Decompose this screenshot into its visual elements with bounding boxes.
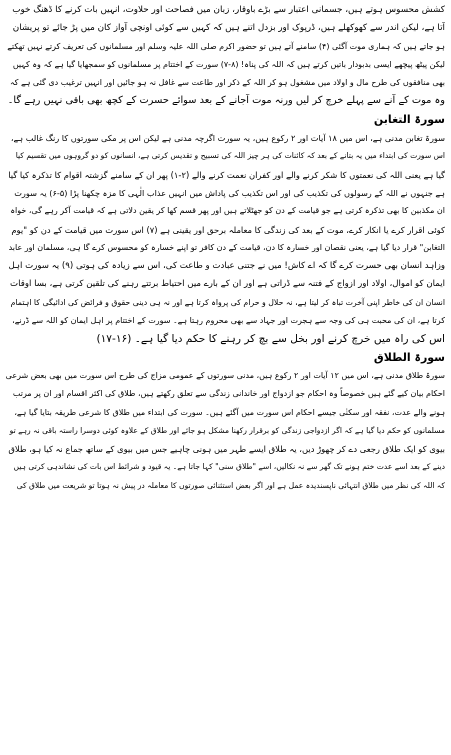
- text-line: مسلمانوں کو حکم دیا گیا ہے کہ اگر ازدواجی زندگی کو برقرار رکھنا مشکل ہو جائے اور طلاق کے علاوہ کوئی دوسرا راستہ باقی نہ رہے تو: [9, 425, 445, 435]
- text-line: انسان ان کی خاطر اپنی آخرت تباہ کر لیتا ہے، نہ حلال و حرام کی پرواہ کرتا ہے اور نہ ہی دینی حقوق و فرائض کی ادائیگی کا اہتمام: [10, 297, 445, 307]
- text-line: ان مکذبین کا بھی تذکرہ کرتی ہے جو قیامت کے دن کو جھٹلاتے ہیں اور پھر قسم کھا کر یقین دلاتی ہے کہ قیامت آکر رہے گی، خواہ: [10, 206, 445, 216]
- section-heading-taghabun: سورۃ التغابن: [373, 112, 445, 126]
- text-line: ہو جاتے ہیں کہ ہماری موت آگئی (۴) سامنے آتے ہیں تو حضور اکرم صلی اللہ علیہ وسلم اور مسلمانوں کی تعریف کرتے نہیں تھکتے: [7, 41, 445, 51]
- text-line: وہ موت کے آنے سے پہلے خرچ کر لیں ورنہ موت آجانے کے بعد سوائے حسرت کے کچھ بھی باقی نہیں رہے گا۔: [7, 95, 445, 107]
- paragraph-3: [6, 367, 445, 495]
- text-line: اس کی راہ میں خرچ کرنے اور بخل سے بچ کر رہنے کا حکم دیا گیا ہے۔ (۱۶-۱۷): [96, 333, 445, 346]
- text-line: وزاہد انسان بھی حسرت کرے گا کہ اے کاش! میں نے جتنی عبادت و طاعت کی، اس سے زیادہ کی ہوتی (۹) یہ سورت اہل: [8, 261, 445, 272]
- text-line: گیا ہے یعنی اللہ کی نعمتوں کا شکر کرنے والے اور کفران نعمت کرنے والے (۲-۱) پھر ان کے سامنے گزشتہ اقوام کا تذکرہ کیا گیا: [8, 169, 445, 180]
- text-line: سورۃ طلاق مدنی ہے، اس میں ۱۲ آیات اور ۲ رکوع ہیں، مدنی سورتوں کے عمومی مزاج کی طرح اس سورت میں بھی بعض شرعی: [6, 370, 445, 380]
- text-line: التغابن" قرار دیا گیا ہے، یعنی نقصان اور خسارہ کا دن، قیامت کے دن کافر تو اپنے خسارہ کو محسوس کرے گا ہی، مسلمان اور عابد: [8, 242, 445, 252]
- text-line: بیوی کو ایک طلاق رجعی دے کر چھوڑ دیں، یہ طلاق ایسے طہر میں ہونی چاہیے جس میں بیوی کے ساتھ جماع نہ کیا ہو، طلاق: [8, 444, 445, 455]
- document-page: [6, 1, 445, 495]
- text-line: لیکن پیٹھ پیچھے ایسی بدبودار باتیں کرتے ہیں کہ اللہ کی پناہ! (۸-۷) سورت کے اختتام پر مسلمانوں کو سمجھایا گیا ہے کہ وہ کہیں: [12, 59, 445, 69]
- text-line: سورۃ تغابن مدنی ہے، اس میں ۱۸ آیات اور ۲ رکوع ہیں، یہ سورت اگرچہ مدنی ہے لیکن اس پر مکی سورتوں کا رنگ غالب ہے،: [10, 133, 445, 144]
- text-line: کرتا ہے، ان کی محبت ہی کی وجہ سے ہجرت اور جہاد سے بھی محروم رہتا ہے۔ سورت کے اختتام پر اہل ایمان کو اللہ سے ڈرنے،: [12, 316, 445, 326]
- paragraph-2: [6, 129, 445, 349]
- text-line: احکام بیان کیے گئے ہیں خصوصاً وہ احکام جو ازدواج اور خاندانی زندگی سے تعلق رکھتے ہیں، طلاق کی اکثر اقسام اور ان پر مرتب: [12, 389, 445, 399]
- text-line: اس سورت کی ابتداء میں یہ بتانے کے بعد کہ کائنات کی ہر چیز اللہ کی تسبیح و تقدیس کرتی ہے، انسانوں کو دو گروہوں میں تقسیم کیا: [15, 151, 445, 161]
- text-line: بھی منافقوں کی طرح مال و اولاد میں مشغول ہو کر اللہ کے ذکر اور طاعت سے غافل نہ ہو جائیں اور انہیں ترغیب دی گئی ہے کہ: [9, 78, 445, 88]
- text-line: کہ اللہ کی نظر میں طلاق انتہائی ناپسندیدہ عمل ہے اور اگر بعض استثنائی صورتوں کا معاملہ در پیش نہ ہوتا تو شریعت میں طلاق کی: [16, 480, 445, 490]
- text-line: ہونے والے عدت، نفقہ اور سکنٰی جیسے احکام اس سورت میں آگئے ہیں۔ سورت کی ابتداء میں طلاق کا شرعی طریقہ بتایا گیا ہے،: [14, 407, 445, 417]
- text-line: آتا ہے، لیکن اندر سے کھوکھلے ہیں، ڈرپوک اور بزدل اتنے ہیں کہ کہیں سے کوئی اونچی آواز کان میں پڑ جائے تو پریشان: [12, 23, 445, 34]
- text-line: دینے کے بعد اسے عدت ختم ہونے تک گھر سے نہ نکالیں، اسے "طلاق سنی" کہا جاتا ہے۔ یہ قیود و شرائط اس بات کی نشاندہی کرتی ہیں: [13, 462, 445, 472]
- text-line: کشش محسوس ہوتے ہیں، جسمانی اعتبار سے بڑے باوقار، زبان میں فصاحت اور حلاوت، انہیں بات کرنے کا ڈھنگ خوب: [12, 5, 445, 15]
- text-line: کوئی اقرار کرے یا انکار کرے، موت کے بعد کی زندگی کا معاملہ برحق اور یقینی ہے (۷) اس سورت میں قیامت کے دن کو "یوم: [11, 224, 445, 235]
- section-heading-talaq: سورۃ الطلاق: [373, 350, 445, 364]
- text-line: ایمان کو اموال، اولاد اور ازواج کے فتنہ سے ڈراتی ہے اور ان کے بارے میں احتیاط برتتے رہنے کی تلقین کرتی ہے، بسا اوقات: [10, 279, 445, 290]
- paragraph-1: [6, 1, 445, 111]
- text-line: ہے جنہوں نے اللہ کے رسولوں کی تکذیب کی اور اس تکذیب کی پاداش میں انہیں عذاب الٰہی کا مزہ چکھنا پڑا (۵-۶) یہ سورت: [14, 187, 445, 198]
